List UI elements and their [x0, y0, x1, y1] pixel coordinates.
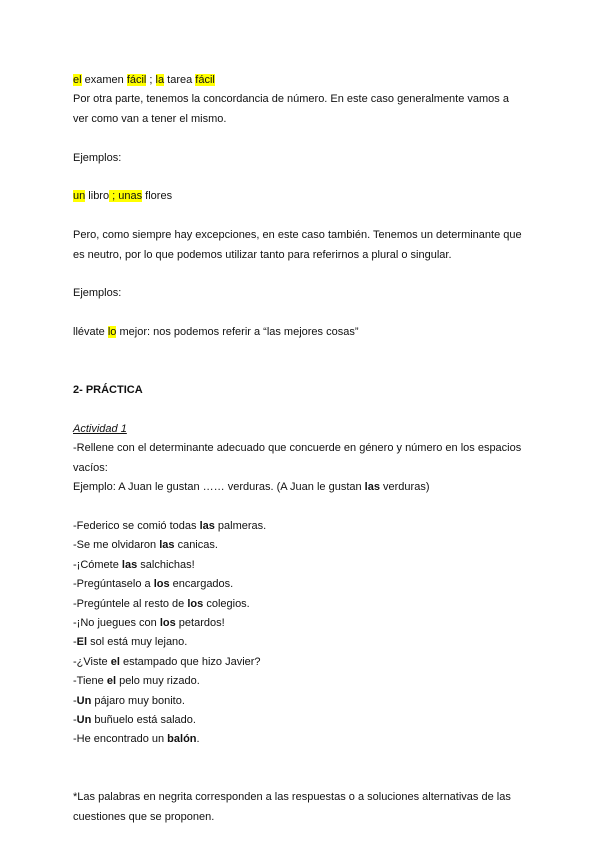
- example-line-2: un libro ; unas flores: [73, 190, 173, 203]
- exercise-item: -Pregúntele al resto de los colegios.: [73, 597, 250, 610]
- exercise-item: -Se me olvidaron las canicas.: [73, 539, 218, 552]
- paragraph-line: Pero, como siempre hay excepciones, en este caso también. Tenemos un determinante que: [73, 229, 522, 242]
- exercise-item: -Un buñuelo está salado.: [73, 713, 196, 726]
- exercise-item: -El sol está muy lejano.: [73, 636, 188, 649]
- paragraph-line: es neutro, por lo que podemos utilizar tanto para referirnos a plural o singular.: [73, 248, 452, 261]
- exercise-item: -Tiene el pelo muy rizado.: [73, 675, 200, 688]
- ejemplos-label: Ejemplos:: [73, 151, 122, 164]
- footnote-line: *Las palabras en negrita corresponden a las respuestas o a soluciones alternativas de las: [73, 791, 511, 804]
- ejemplos-label: Ejemplos:: [73, 287, 122, 300]
- exercise-item: -¡Cómete las salchichas!: [73, 558, 195, 571]
- exercise-item: -Pregúntaselo a los encargados.: [73, 578, 234, 591]
- example-line-3: llévate lo mejor: nos podemos referir a “las mejores cosas”: [73, 326, 359, 339]
- exercise-item: -He encontrado un balón.: [73, 733, 200, 746]
- exercise-item: -¿Viste el estampado que hizo Javier?: [73, 655, 261, 668]
- paragraph-line: ver como van a tener el mismo.: [73, 112, 227, 125]
- instruction-line: -Rellene con el determinante adecuado que concuerde en género y número en los espacios: [73, 442, 522, 455]
- exercise-list: [73, 517, 533, 750]
- exercise-item: -¡No juegues con los petardos!: [73, 616, 225, 629]
- example-line-1: el examen fácil ; la tarea fácil: [73, 74, 215, 86]
- example-sentence: Ejemplo: A Juan le gustan …… verduras. (A Juan le gustan las verduras): [73, 481, 430, 494]
- exercise-item: -Un pájaro muy bonito.: [73, 694, 185, 707]
- activity-title: Actividad 1: [73, 423, 127, 436]
- paragraph-line: Por otra parte, tenemos la concordancia de número. En este caso generalmente vamos a: [73, 93, 509, 106]
- section-title: 2- PRÁCTICA: [73, 384, 143, 397]
- document-page: [73, 71, 533, 827]
- footnote-line: cuestiones que se proponen.: [73, 810, 215, 823]
- instruction-line: vacíos:: [73, 461, 108, 474]
- exercise-item: -Federico se comió todas las palmeras.: [73, 519, 267, 532]
